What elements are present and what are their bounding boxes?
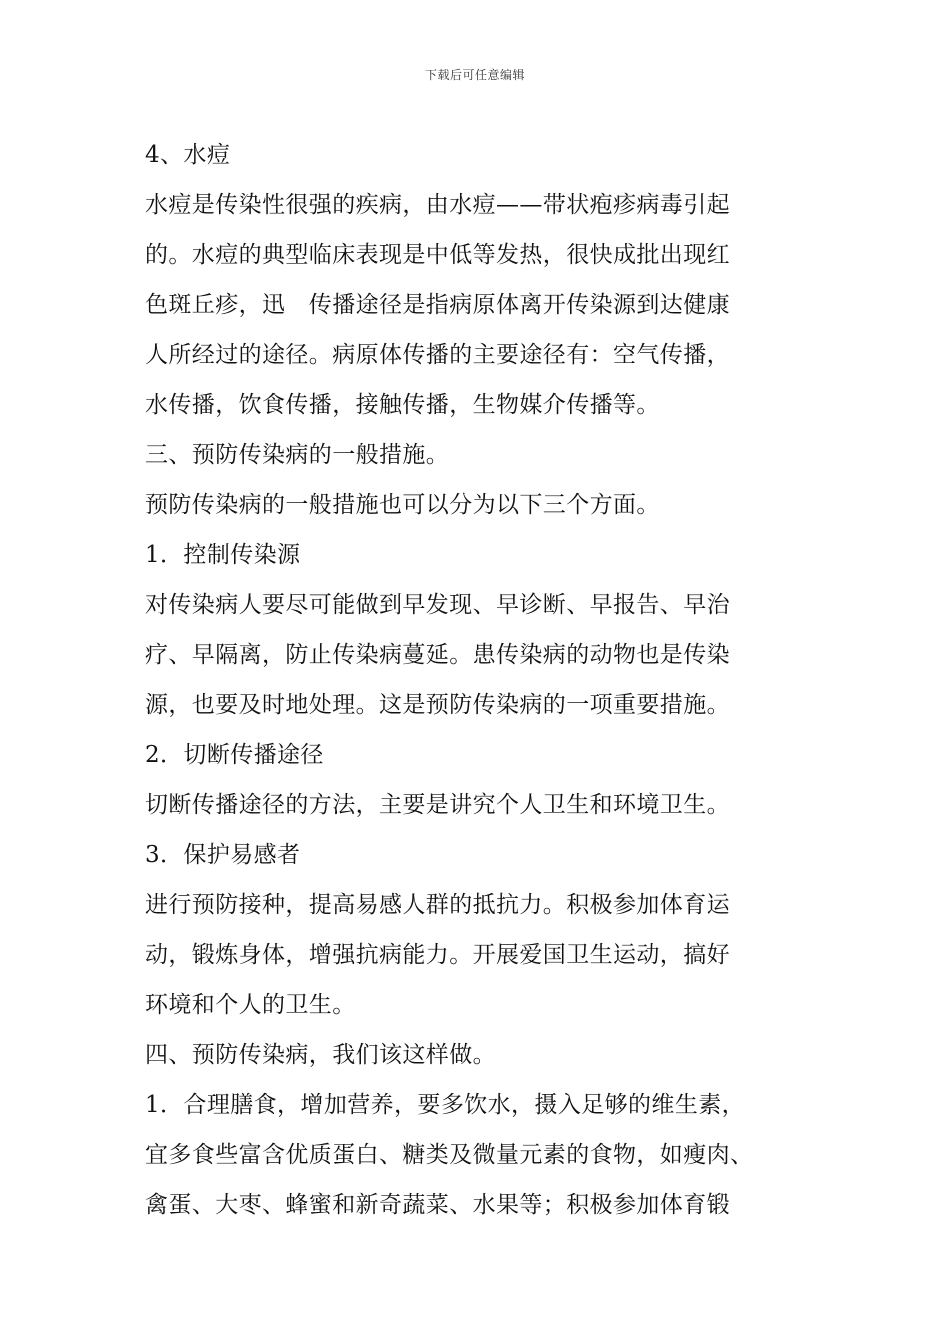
subheading-protect-susceptible: 3．保护易感者 — [145, 842, 301, 868]
paragraph-line: 的。水痘的典型临床表现是中低等发热，很快成批出现红 — [145, 242, 730, 268]
paragraph-line: 源，也要及时地处理。这是预防传染病的一项重要措施。 — [145, 692, 730, 718]
paragraph-line: 预防传染病的一般措施也可以分为以下三个方面。 — [145, 492, 660, 518]
paragraph-line: 色斑丘疹，迅 传播途径是指病原体离开传染源到达健康 — [145, 292, 730, 318]
paragraph-line: 宜多食些富含优质蛋白、糖类及微量元素的食物，如瘦肉、 — [145, 1142, 754, 1168]
paragraph-line: 对传染病人要尽可能做到早发现、早诊断、早报告、早治 — [145, 592, 730, 618]
section-heading-what-to-do: 四、预防传染病，我们该这样做。 — [145, 1042, 496, 1068]
section-heading-chickenpox: 4、水痘 — [145, 142, 231, 168]
paragraph-line: 疗、早隔离，防止传染病蔓延。患传染病的动物也是传染 — [145, 642, 730, 668]
paragraph-line: 禽蛋、大枣、蜂蜜和新奇蔬菜、水果等；积极参加体育锻 — [145, 1192, 730, 1218]
paragraph-line: 水痘是传染性很强的疾病，由水痘——带状疱疹病毒引起 — [145, 192, 730, 218]
paragraph-line: 水传播，饮食传播，接触传播，生物媒介传播等。 — [145, 392, 660, 418]
paragraph-line: 人所经过的途径。病原体传播的主要途径有：空气传播， — [145, 342, 730, 368]
paragraph-line: 动，锻炼身体，增强抗病能力。开展爱国卫生运动，搞好 — [145, 942, 730, 968]
paragraph-line: 进行预防接种，提高易感人群的抵抗力。积极参加体育运 — [145, 892, 730, 918]
subheading-cut-transmission: 2．切断传播途径 — [145, 742, 324, 768]
paragraph-line: 1．合理膳食，增加营养，要多饮水，摄入足够的维生素， — [145, 1092, 746, 1118]
body-text — [145, 130, 825, 1230]
paragraph-line: 切断传播途径的方法，主要是讲究个人卫生和环境卫生。 — [145, 792, 730, 818]
section-heading-general-measures: 三、预防传染病的一般措施。 — [145, 442, 450, 468]
paragraph-line: 环境和个人的卫生。 — [145, 992, 356, 1018]
subheading-control-source: 1．控制传染源 — [145, 542, 301, 568]
header-note: 下载后可任意编辑 — [424, 68, 525, 82]
